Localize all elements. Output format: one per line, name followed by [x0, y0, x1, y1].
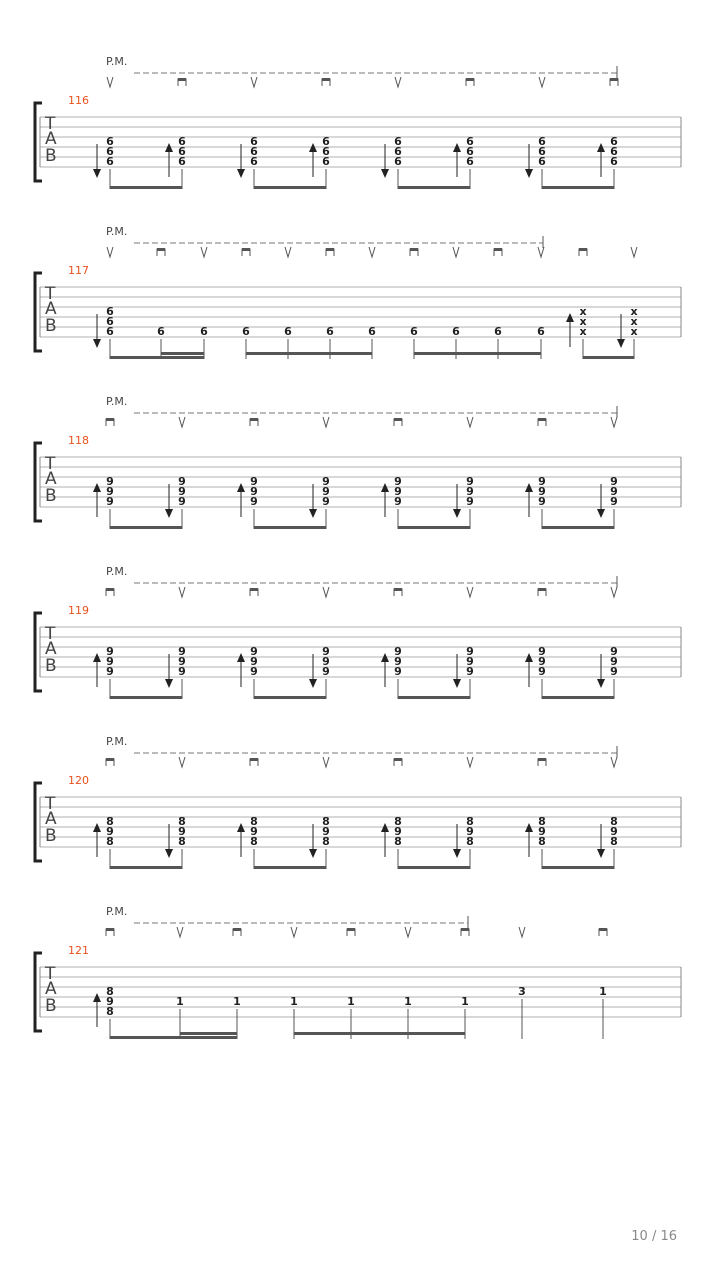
- downstroke-pick-bar: [250, 758, 258, 761]
- upstroke-pick-icon: [201, 247, 207, 257]
- tab-clef-letter: T: [45, 114, 56, 134]
- downstroke-pick-bar: [599, 928, 607, 931]
- beam: [254, 526, 326, 529]
- beam: [110, 696, 182, 699]
- fret-number: 6: [106, 305, 114, 318]
- fret-number: 6: [322, 155, 330, 168]
- beam: [246, 352, 372, 355]
- tab-clef-letter: B: [45, 316, 57, 336]
- tab-clef-letter: A: [45, 469, 57, 489]
- fret-number: 9: [610, 485, 618, 498]
- tab-clef-letter: B: [45, 486, 57, 506]
- fret-number: 9: [250, 485, 258, 498]
- tab-clef-letter: A: [45, 129, 57, 149]
- fret-number: 9: [538, 645, 546, 658]
- fret-number: 9: [538, 495, 546, 508]
- downstroke-pick-bar: [538, 758, 546, 761]
- fret-number: 8: [394, 815, 402, 828]
- downstroke-pick-bar: [106, 758, 114, 761]
- upstroke-pick-icon: [323, 417, 329, 427]
- downstroke-pick-bar: [610, 78, 618, 81]
- fret-number: 9: [178, 475, 186, 488]
- fret-number: 9: [466, 825, 474, 838]
- fret-number: 6: [466, 135, 474, 148]
- fret-number: 9: [466, 495, 474, 508]
- fret-number: 6: [610, 155, 618, 168]
- strum-down-arrow-icon: [93, 169, 101, 178]
- system-bracket: [35, 613, 42, 691]
- tab-system: [35, 55, 681, 189]
- fret-number: 9: [394, 665, 402, 678]
- upstroke-pick-icon: [405, 927, 411, 937]
- tab-system: [35, 735, 681, 869]
- fret-number: 6: [610, 145, 618, 158]
- fret-number: 6: [394, 135, 402, 148]
- fret-number: 9: [394, 645, 402, 658]
- beam: [398, 696, 470, 699]
- fret-number: 8: [106, 835, 114, 848]
- fret-number: 9: [538, 475, 546, 488]
- fret-number: 6: [322, 135, 330, 148]
- fret-number: 9: [178, 655, 186, 668]
- fret-number: 6: [157, 325, 165, 338]
- strum-down-arrow-icon: [453, 509, 461, 518]
- downstroke-pick-bar: [250, 418, 258, 421]
- strum-down-arrow-icon: [309, 509, 317, 518]
- fret-number: 9: [178, 495, 186, 508]
- fret-number: 8: [178, 835, 186, 848]
- fret-number: 8: [178, 815, 186, 828]
- beam: [542, 696, 614, 699]
- strum-down-arrow-icon: [597, 679, 605, 688]
- fret-number: 6: [610, 135, 618, 148]
- tab-clef-letter: T: [45, 454, 56, 474]
- palm-mute-label: P.M.: [106, 905, 128, 918]
- beam: [398, 866, 470, 869]
- palm-mute-label: P.M.: [106, 735, 128, 748]
- beam: [254, 866, 326, 869]
- downstroke-pick-bar: [538, 418, 546, 421]
- fret-number: 9: [322, 475, 330, 488]
- fret-number: 9: [250, 655, 258, 668]
- fret-number: 8: [106, 1005, 114, 1018]
- fret-number: 6: [178, 135, 186, 148]
- fret-number: 9: [106, 485, 114, 498]
- fret-number: 6: [250, 155, 258, 168]
- fret-number: 6: [368, 325, 376, 338]
- strum-down-arrow-icon: [597, 849, 605, 858]
- fret-number: 9: [610, 825, 618, 838]
- fret-number: 9: [106, 475, 114, 488]
- fret-number: 9: [610, 645, 618, 658]
- tab-clef-letter: B: [45, 146, 57, 166]
- fret-number: 9: [322, 665, 330, 678]
- upstroke-pick-icon: [323, 757, 329, 767]
- fret-number: 8: [250, 815, 258, 828]
- beam: [110, 356, 204, 359]
- fret-number: 1: [176, 995, 184, 1008]
- fret-number: 9: [538, 485, 546, 498]
- fret-number: 6: [242, 325, 250, 338]
- downstroke-pick-bar: [394, 418, 402, 421]
- beam: [254, 696, 326, 699]
- strum-down-arrow-icon: [93, 339, 101, 348]
- fret-number: 1: [290, 995, 298, 1008]
- beam: [110, 1036, 237, 1039]
- tab-clef-letter: T: [45, 964, 56, 984]
- fret-number: 6: [466, 145, 474, 158]
- upstroke-pick-icon: [611, 757, 617, 767]
- upstroke-pick-icon: [539, 77, 545, 87]
- fret-number: 9: [538, 655, 546, 668]
- measure-number: 119: [68, 604, 89, 617]
- fret-number: 6: [322, 145, 330, 158]
- fret-number: 6: [284, 325, 292, 338]
- page-number: 10 / 16: [631, 1229, 677, 1244]
- strum-down-arrow-icon: [597, 509, 605, 518]
- fret-number: 8: [250, 835, 258, 848]
- palm-mute-label: P.M.: [106, 225, 128, 238]
- downstroke-pick-bar: [394, 758, 402, 761]
- tab-system: [35, 905, 681, 1039]
- fret-number: 6: [106, 155, 114, 168]
- beam: [294, 1032, 465, 1035]
- fret-number: 9: [106, 825, 114, 838]
- fret-number: 8: [322, 815, 330, 828]
- beam: [583, 356, 634, 359]
- upstroke-pick-icon: [107, 247, 113, 257]
- downstroke-pick-bar: [157, 248, 165, 251]
- strum-down-arrow-icon: [309, 679, 317, 688]
- tab-clef-letter: A: [45, 809, 57, 829]
- fret-number: 9: [466, 645, 474, 658]
- upstroke-pick-icon: [179, 417, 185, 427]
- tab-clef-letter: B: [45, 826, 57, 846]
- fret-number: 9: [178, 665, 186, 678]
- fret-number: 9: [178, 485, 186, 498]
- strum-down-arrow-icon: [453, 679, 461, 688]
- upstroke-pick-icon: [611, 587, 617, 597]
- upstroke-pick-icon: [107, 77, 113, 87]
- strum-down-arrow-icon: [165, 679, 173, 688]
- fret-number: 1: [347, 995, 355, 1008]
- downstroke-pick-bar: [322, 78, 330, 81]
- measure-number: 120: [68, 774, 89, 787]
- fret-number: x: [630, 305, 638, 318]
- fret-number: 9: [610, 655, 618, 668]
- fret-number: 9: [178, 825, 186, 838]
- system-bracket: [35, 103, 42, 181]
- measure-number: 116: [68, 94, 89, 107]
- fret-number: 8: [466, 835, 474, 848]
- downstroke-pick-bar: [106, 418, 114, 421]
- fret-number: 9: [178, 645, 186, 658]
- fret-number: 6: [178, 145, 186, 158]
- upstroke-pick-icon: [179, 587, 185, 597]
- fret-number: 1: [461, 995, 469, 1008]
- fret-number: 9: [106, 655, 114, 668]
- fret-number: 6: [394, 155, 402, 168]
- fret-number: 6: [538, 155, 546, 168]
- beam: [542, 866, 614, 869]
- upstroke-pick-icon: [179, 757, 185, 767]
- downstroke-pick-bar: [178, 78, 186, 81]
- fret-number: 6: [200, 325, 208, 338]
- downstroke-pick-bar: [494, 248, 502, 251]
- fret-number: 9: [106, 665, 114, 678]
- fret-number: 9: [394, 825, 402, 838]
- fret-number: 9: [466, 655, 474, 668]
- fret-number: 9: [610, 665, 618, 678]
- fret-number: 6: [538, 135, 546, 148]
- fret-number: 6: [466, 155, 474, 168]
- downstroke-pick-bar: [106, 588, 114, 591]
- fret-number: 6: [106, 315, 114, 328]
- palm-mute-label: P.M.: [106, 565, 128, 578]
- upstroke-pick-icon: [467, 417, 473, 427]
- fret-number: 9: [394, 495, 402, 508]
- tab-clef-letter: T: [45, 624, 56, 644]
- upstroke-pick-icon: [467, 587, 473, 597]
- upstroke-pick-icon: [251, 77, 257, 87]
- fret-number: 9: [538, 665, 546, 678]
- fret-number: 6: [452, 325, 460, 338]
- strum-down-arrow-icon: [381, 169, 389, 178]
- system-bracket: [35, 443, 42, 521]
- beam: [414, 352, 541, 355]
- fret-number: 6: [178, 155, 186, 168]
- fret-number: 6: [250, 145, 258, 158]
- fret-number: 8: [610, 835, 618, 848]
- beam: [254, 186, 326, 189]
- fret-number: 1: [233, 995, 241, 1008]
- fret-number: 3: [518, 985, 526, 998]
- strum-down-arrow-icon: [617, 339, 625, 348]
- fret-number: 9: [394, 485, 402, 498]
- beam: [110, 866, 182, 869]
- fret-number: 9: [322, 645, 330, 658]
- fret-number: 9: [466, 665, 474, 678]
- tab-clef-letter: B: [45, 996, 57, 1016]
- upstroke-pick-icon: [467, 757, 473, 767]
- fret-number: 8: [394, 835, 402, 848]
- strum-down-arrow-icon: [237, 169, 245, 178]
- upstroke-pick-icon: [285, 247, 291, 257]
- fret-number: 1: [404, 995, 412, 1008]
- downstroke-pick-bar: [538, 588, 546, 591]
- fret-number: 9: [394, 655, 402, 668]
- tab-clef-letter: B: [45, 656, 57, 676]
- tab-clef-letter: T: [45, 284, 56, 304]
- fret-number: 9: [538, 825, 546, 838]
- fret-number: 9: [250, 475, 258, 488]
- downstroke-pick-bar: [326, 248, 334, 251]
- fret-number: 9: [322, 485, 330, 498]
- strum-down-arrow-icon: [165, 509, 173, 518]
- beam: [542, 186, 614, 189]
- fret-number: 9: [250, 645, 258, 658]
- fret-number: 9: [610, 495, 618, 508]
- palm-mute-label: P.M.: [106, 395, 128, 408]
- upstroke-pick-icon: [611, 417, 617, 427]
- upstroke-pick-icon: [395, 77, 401, 87]
- measure-number: 117: [68, 264, 89, 277]
- fret-number: 6: [394, 145, 402, 158]
- fret-number: 9: [466, 475, 474, 488]
- fret-number: 6: [106, 145, 114, 158]
- fret-number: x: [630, 325, 638, 338]
- system-bracket: [35, 273, 42, 351]
- tab-clef-letter: A: [45, 979, 57, 999]
- fret-number: 8: [322, 835, 330, 848]
- system-bracket: [35, 783, 42, 861]
- fret-number: 9: [106, 995, 114, 1008]
- fret-number: 9: [322, 825, 330, 838]
- beam: [161, 352, 204, 355]
- upstroke-pick-icon: [291, 927, 297, 937]
- fret-number: 9: [106, 495, 114, 508]
- fret-number: 8: [538, 815, 546, 828]
- fret-number: 8: [466, 815, 474, 828]
- downstroke-pick-bar: [242, 248, 250, 251]
- fret-number: 6: [326, 325, 334, 338]
- palm-mute-label: P.M.: [106, 55, 128, 68]
- downstroke-pick-bar: [106, 928, 114, 931]
- strum-down-arrow-icon: [525, 169, 533, 178]
- downstroke-pick-bar: [347, 928, 355, 931]
- downstroke-pick-bar: [410, 248, 418, 251]
- fret-number: 9: [322, 655, 330, 668]
- fret-number: x: [579, 305, 587, 318]
- tab-clef-letter: T: [45, 794, 56, 814]
- downstroke-pick-bar: [233, 928, 241, 931]
- fret-number: 8: [106, 985, 114, 998]
- upstroke-pick-icon: [369, 247, 375, 257]
- fret-number: 9: [250, 825, 258, 838]
- tab-clef-letter: A: [45, 639, 57, 659]
- fret-number: 9: [106, 645, 114, 658]
- fret-number: x: [579, 315, 587, 328]
- fret-number: 8: [610, 815, 618, 828]
- beam: [180, 1032, 237, 1035]
- fret-number: 6: [410, 325, 418, 338]
- fret-number: 9: [610, 475, 618, 488]
- fret-number: 8: [106, 815, 114, 828]
- fret-number: x: [630, 315, 638, 328]
- upstroke-pick-icon: [323, 587, 329, 597]
- beam: [110, 526, 182, 529]
- upstroke-pick-icon: [519, 927, 525, 937]
- fret-number: 9: [394, 475, 402, 488]
- beam: [110, 186, 182, 189]
- strum-down-arrow-icon: [309, 849, 317, 858]
- tab-system: [35, 395, 681, 529]
- upstroke-pick-icon: [631, 247, 637, 257]
- measure-number: 118: [68, 434, 89, 447]
- fret-number: x: [579, 325, 587, 338]
- fret-number: 9: [322, 495, 330, 508]
- upstroke-pick-icon: [538, 247, 544, 257]
- strum-down-arrow-icon: [453, 849, 461, 858]
- fret-number: 6: [494, 325, 502, 338]
- fret-number: 9: [466, 485, 474, 498]
- downstroke-pick-bar: [461, 928, 469, 931]
- upstroke-pick-icon: [453, 247, 459, 257]
- fret-number: 6: [538, 145, 546, 158]
- downstroke-pick-bar: [250, 588, 258, 591]
- fret-number: 6: [537, 325, 545, 338]
- fret-number: 6: [250, 135, 258, 148]
- beam: [398, 186, 470, 189]
- tab-system: [35, 225, 681, 359]
- system-bracket: [35, 953, 42, 1031]
- tab-clef-letter: A: [45, 299, 57, 319]
- upstroke-pick-icon: [177, 927, 183, 937]
- beam: [542, 526, 614, 529]
- downstroke-pick-bar: [394, 588, 402, 591]
- measure-number: 121: [68, 944, 89, 957]
- fret-number: 6: [106, 325, 114, 338]
- fret-number: 8: [538, 835, 546, 848]
- fret-number: 9: [250, 495, 258, 508]
- beam: [398, 526, 470, 529]
- downstroke-pick-bar: [466, 78, 474, 81]
- fret-number: 9: [250, 665, 258, 678]
- strum-down-arrow-icon: [165, 849, 173, 858]
- tab-system: [35, 565, 681, 699]
- downstroke-pick-bar: [579, 248, 587, 251]
- fret-number: 1: [599, 985, 607, 998]
- fret-number: 6: [106, 135, 114, 148]
